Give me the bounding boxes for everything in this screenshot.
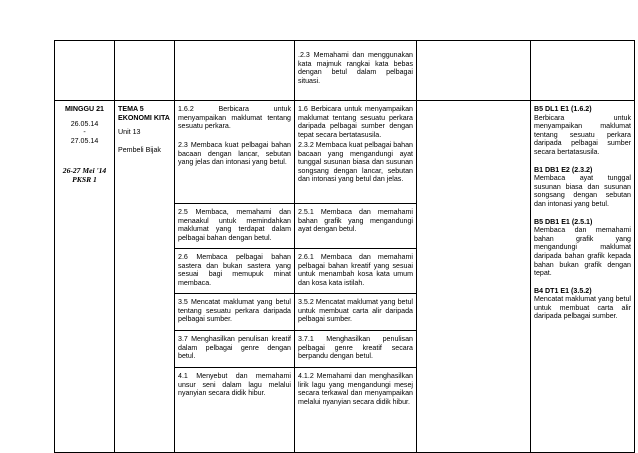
objective-text: .2.3 Memahami dan menggunakan kata majmuk rangkai kata bebas dengan betul dalam pelbagai situasi.: [298, 51, 413, 85]
table-row: [55, 101, 635, 453]
evidence-block: [534, 218, 631, 278]
objective-item: 2.3.2 Membaca kuat pelbagai bahan bacaan yang mengandungi ayat tunggal susunan biasa dan susunan songsang dengan lancar, sebutan dan intonasi yang betul dan jelas.: [298, 141, 413, 184]
empty-cell: [417, 101, 531, 453]
table-row: [55, 41, 635, 101]
note-date: 26-27 Mei '14: [62, 166, 107, 176]
evidence-text: Mencatat maklumat yang betul untuk membuat carta alir daripada pelbagai sumber.: [534, 295, 631, 321]
evidence-cell: [531, 101, 635, 453]
evidence-cell-empty: [531, 41, 635, 101]
week-cell-empty: [55, 41, 115, 101]
evidence-text: Membaca ayat tunggal susunan biasa dan susunan songsang dengan sebutan dan intonasi yang betul.: [534, 174, 631, 208]
evidence-text: Berbicara untuk menyampaikan maklumat tentang sesuatu perkara daripada pelbagai sumber secara bertatasusila.: [534, 113, 631, 156]
theme-cell-empty: [115, 41, 175, 101]
theme-unit: Unit 13: [118, 128, 141, 137]
objective-item: 2.6.1 Membaca dan memahami pelbagai bahan kreatif yang sesuai untuk menambah kosa kata umum dan kosa kata istilah.: [298, 253, 413, 287]
date-dash: -: [83, 128, 86, 137]
standard-item: 2.3 Membaca kuat pelbagai bahan bacaan dengan lancar, sebutan yang jelas dan intonasi yang betul.: [178, 141, 291, 167]
lesson-plan-table: [54, 40, 635, 453]
standard-item: 3.7 Menghasilkan penulisan kreatif dalam pelbagai genre dengan betul.: [178, 335, 291, 361]
standard-item: 1.6.2 Berbicara untuk menyampaikan maklumat tentang sesuatu perkara.: [178, 105, 291, 131]
standard-item: 2.5 Membaca, memahami dan menaakul untuk memindahkan maklumat yang terdapat dalam pelbagai bahan dengan betul.: [178, 208, 291, 242]
evidence-code: B4 DT1 E1 (3.5.2): [534, 286, 592, 295]
evidence-code: B1 DB1 E2 (2.3.2): [534, 165, 593, 174]
objectives-cell: [295, 101, 417, 453]
evidence-text: Membaca dan memahami bahan grafik yang mengandungi maklumat daripada bahan grafik kepada bahan bukan grafik dengan tepat.: [534, 226, 631, 278]
theme-cell: [115, 101, 175, 453]
note-pksr: PKSR 1: [72, 174, 97, 184]
evidence-block: [534, 105, 631, 157]
date-start: 26.05.14: [70, 119, 99, 128]
evidence-block: [534, 287, 631, 321]
objective-item: 3.5.2 Mencatat maklumat yang betul untuk membuat carta alir daripada pelbagai sumber.: [298, 298, 413, 324]
standard-item: 4.1 Menyebut dan memahami unsur seni dalam lagu melalui nyanyian secara didik hibur.: [178, 372, 291, 398]
objective-item: 3.7.1 Menghasilkan penulisan pelbagai genre kreatif secara berpandu dengan betul.: [298, 335, 413, 361]
theme-title: TEMA 5 EKONOMI KITA: [118, 105, 170, 122]
week-label: MINGGU 21: [64, 105, 105, 113]
evidence-code: B5 DB1 E1 (2.5.1): [534, 217, 593, 226]
standard-item: 2.6 Membaca pelbagai bahan sastera dan bukan sastera yang sesuai bagi memupuk minat membaca.: [178, 253, 291, 287]
week-cell: [55, 101, 115, 453]
evidence-code: B5 DL1 E1 (1.6.2): [534, 105, 592, 113]
empty-cell: [417, 41, 531, 101]
objective-item: 2.5.1 Membaca dan memahami bahan grafik yang mengandungi ayat dengan betul.: [298, 208, 413, 234]
standards-cell: [175, 101, 295, 453]
objective-item: 4.1.2 Memahami dan menghasilkan lirik lagu yang mengandungi mesej secara terkawal dan menyampaikan melalui nyanyian secara didik hibur.: [298, 372, 413, 406]
theme-subtitle: Pembeli Bijak: [118, 145, 161, 154]
objective-cell: [295, 41, 417, 101]
standard-cell-empty: [175, 41, 295, 101]
objective-item: 1.6 Berbicara untuk menyampaikan maklumat tentang sesuatu perkara daripada pelbagai sumber dengan tepat secara bertatasusila.: [298, 105, 413, 139]
date-end: 27.05.14: [70, 136, 99, 145]
evidence-block: [534, 166, 631, 209]
standard-item: 3.5 Mencatat maklumat yang betul tentang sesuatu perkara daripada pelbagai sumber.: [178, 298, 291, 324]
